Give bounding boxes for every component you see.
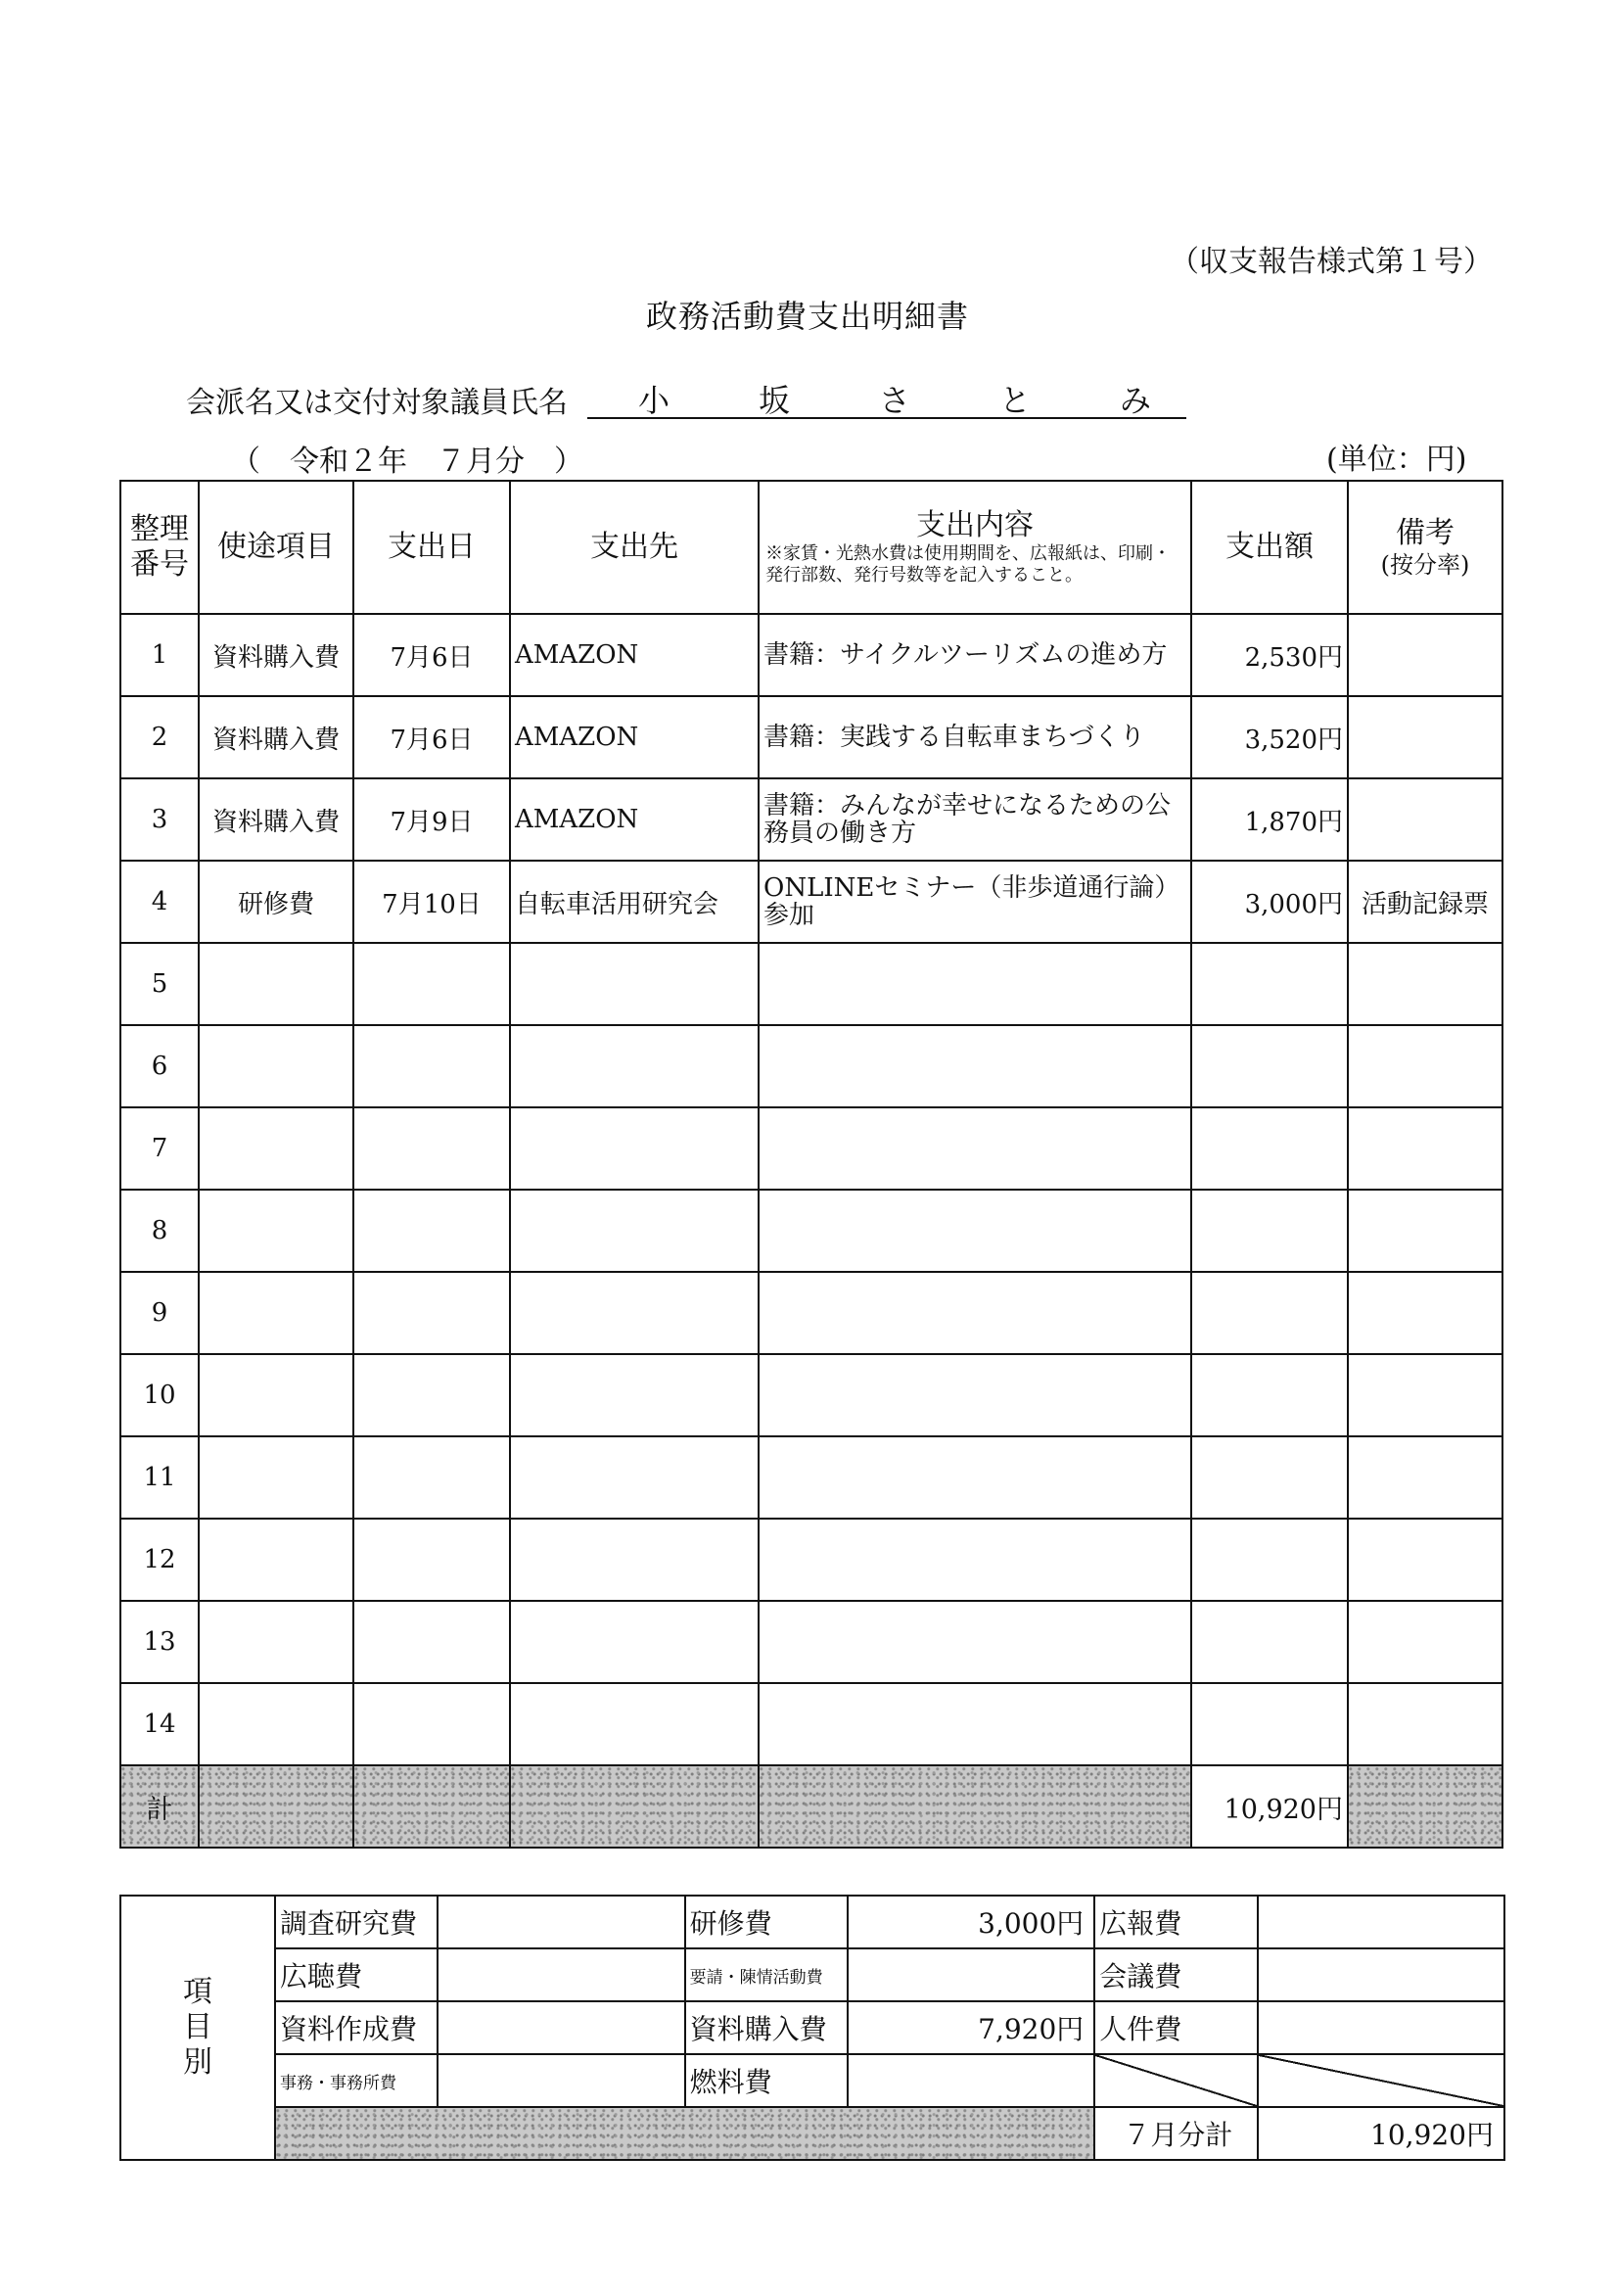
table-row bbox=[120, 1107, 1502, 1190]
row-number: 1 bbox=[120, 614, 199, 696]
row-content bbox=[759, 943, 1191, 1025]
row-content: 書籍：みんなが幸せになるための公務員の働き方 bbox=[759, 778, 1191, 861]
row-purpose: 資料購入費 bbox=[199, 778, 353, 861]
row-remarks bbox=[1348, 1519, 1502, 1601]
header-content-note: ※家賃・光熱水費は使用期間を、広報紙は、印刷・発行部数、発行号数等を記入すること。 bbox=[765, 543, 1171, 586]
category-value bbox=[438, 1896, 684, 1948]
row-amount bbox=[1191, 1107, 1348, 1190]
row-remarks bbox=[1348, 1025, 1502, 1107]
row-number: 5 bbox=[120, 943, 199, 1025]
row-amount bbox=[1191, 943, 1348, 1025]
category-summary-table bbox=[119, 1895, 1505, 2161]
side-label-char: 別 bbox=[183, 2045, 212, 2080]
header-row bbox=[120, 481, 1502, 614]
row-number: 6 bbox=[120, 1025, 199, 1107]
table-row bbox=[120, 1272, 1502, 1354]
row-payee bbox=[510, 1683, 759, 1765]
category-name: 資料購入費 bbox=[685, 2001, 848, 2054]
struck-cell bbox=[1094, 2054, 1257, 2107]
header-remarks bbox=[1348, 481, 1502, 614]
document-title: 政務活動費支出明細書 bbox=[646, 298, 970, 335]
row-number: 2 bbox=[120, 696, 199, 778]
row-amount: 2,530円 bbox=[1191, 614, 1348, 696]
name-char: み bbox=[1119, 382, 1155, 419]
row-remarks bbox=[1348, 1272, 1502, 1354]
row-purpose: 資料購入費 bbox=[199, 696, 353, 778]
category-value bbox=[1258, 2001, 1504, 2054]
category-value bbox=[848, 2054, 1094, 2107]
category-name: 燃料費 bbox=[685, 2054, 848, 2107]
total-blank-cell bbox=[199, 1765, 353, 1848]
row-content bbox=[759, 1519, 1191, 1601]
row-amount bbox=[1191, 1025, 1348, 1107]
row-number: 3 bbox=[120, 778, 199, 861]
name-char: さ bbox=[878, 382, 914, 419]
row-date: 7月6日 bbox=[353, 696, 510, 778]
table-row bbox=[120, 1519, 1502, 1601]
row-payee bbox=[510, 1519, 759, 1601]
row-date bbox=[353, 1601, 510, 1683]
row-purpose bbox=[199, 1272, 353, 1354]
form-number: （収支報告様式第１号） bbox=[1170, 245, 1493, 279]
row-content bbox=[759, 1354, 1191, 1436]
row-payee bbox=[510, 1354, 759, 1436]
total-blank-cell bbox=[510, 1765, 759, 1848]
row-number: 7 bbox=[120, 1107, 199, 1190]
header-purpose: 使途項目 bbox=[199, 481, 353, 614]
row-date bbox=[353, 1519, 510, 1601]
row-number: 14 bbox=[120, 1683, 199, 1765]
table-row bbox=[120, 696, 1502, 778]
total-row bbox=[120, 1765, 1502, 1848]
total-blank-cell bbox=[353, 1765, 510, 1848]
row-purpose bbox=[199, 1107, 353, 1190]
row-date: 7月9日 bbox=[353, 778, 510, 861]
row-date bbox=[353, 1025, 510, 1107]
row-amount bbox=[1191, 1354, 1348, 1436]
row-remarks bbox=[1348, 1601, 1502, 1683]
reporting-period: （ 令和２年 ７月分 ） bbox=[231, 445, 583, 479]
row-remarks: 活動記録票 bbox=[1348, 861, 1502, 943]
row-date bbox=[353, 1354, 510, 1436]
side-label-char: 項 bbox=[183, 1975, 212, 2009]
summary-total-row bbox=[120, 2107, 1504, 2160]
name-char: と bbox=[998, 382, 1035, 419]
table-row bbox=[120, 1354, 1502, 1436]
row-date bbox=[353, 1683, 510, 1765]
category-name: 資料作成費 bbox=[275, 2001, 438, 2054]
total-amount: 10,920円 bbox=[1191, 1765, 1348, 1848]
row-date bbox=[353, 1272, 510, 1354]
row-payee: AMAZON bbox=[510, 614, 759, 696]
header-no: 整理番号 bbox=[120, 481, 199, 614]
category-name: 広報費 bbox=[1094, 1896, 1257, 1948]
month-total-value: 10,920円 bbox=[1258, 2107, 1504, 2160]
expenditure-table bbox=[119, 480, 1503, 1849]
row-payee: AMAZON bbox=[510, 696, 759, 778]
total-blank-cell bbox=[759, 1765, 1191, 1848]
table-row bbox=[120, 1436, 1502, 1519]
row-number: 11 bbox=[120, 1436, 199, 1519]
row-purpose bbox=[199, 1601, 353, 1683]
row-amount bbox=[1191, 1683, 1348, 1765]
row-remarks bbox=[1348, 1683, 1502, 1765]
row-purpose bbox=[199, 1683, 353, 1765]
category-value bbox=[438, 1948, 684, 2001]
row-amount bbox=[1191, 1601, 1348, 1683]
category-value bbox=[1258, 1896, 1504, 1948]
row-date: 7月10日 bbox=[353, 861, 510, 943]
row-number: 8 bbox=[120, 1190, 199, 1272]
summary-row bbox=[120, 2001, 1504, 2054]
row-remarks bbox=[1348, 1436, 1502, 1519]
category-name: 事務・事務所費 bbox=[275, 2054, 438, 2107]
row-payee: AMAZON bbox=[510, 778, 759, 861]
row-remarks bbox=[1348, 1107, 1502, 1190]
row-content: ONLINEセミナー（非歩道通行論）参加 bbox=[759, 861, 1191, 943]
row-content: 書籍：実践する自転車まちづくり bbox=[759, 696, 1191, 778]
row-payee bbox=[510, 1436, 759, 1519]
month-total-label: ７月分計 bbox=[1094, 2107, 1257, 2160]
header-payee: 支出先 bbox=[510, 481, 759, 614]
row-amount bbox=[1191, 1436, 1348, 1519]
row-number: 10 bbox=[120, 1354, 199, 1436]
row-payee bbox=[510, 1601, 759, 1683]
row-number: 4 bbox=[120, 861, 199, 943]
row-purpose bbox=[199, 1519, 353, 1601]
row-number: 13 bbox=[120, 1601, 199, 1683]
row-amount bbox=[1191, 1190, 1348, 1272]
row-purpose bbox=[199, 943, 353, 1025]
row-payee bbox=[510, 943, 759, 1025]
row-amount: 3,000円 bbox=[1191, 861, 1348, 943]
category-value: 3,000円 bbox=[848, 1896, 1094, 1948]
row-remarks bbox=[1348, 943, 1502, 1025]
table-body bbox=[120, 614, 1502, 1765]
name-char: 小 bbox=[637, 382, 673, 419]
category-name: 広聴費 bbox=[275, 1948, 438, 2001]
header-content-title: 支出内容 bbox=[916, 508, 1034, 542]
header-date: 支出日 bbox=[353, 481, 510, 614]
total-label: 計 bbox=[120, 1765, 199, 1848]
summary-shaded-area bbox=[275, 2107, 1094, 2160]
category-value bbox=[438, 2001, 684, 2054]
row-content bbox=[759, 1683, 1191, 1765]
header-remarks-sub: (按分率) bbox=[1380, 551, 1470, 579]
summary-side-label bbox=[120, 1896, 275, 2160]
table-row bbox=[120, 614, 1502, 696]
row-purpose: 研修費 bbox=[199, 861, 353, 943]
row-content: 書籍：サイクルツーリズムの進め方 bbox=[759, 614, 1191, 696]
table-row bbox=[120, 1601, 1502, 1683]
row-remarks bbox=[1348, 778, 1502, 861]
table-row bbox=[120, 778, 1502, 861]
row-amount: 3,520円 bbox=[1191, 696, 1348, 778]
row-payee bbox=[510, 1272, 759, 1354]
row-remarks bbox=[1348, 614, 1502, 696]
row-remarks bbox=[1348, 1190, 1502, 1272]
row-amount bbox=[1191, 1519, 1348, 1601]
row-date bbox=[353, 1190, 510, 1272]
category-value: 7,920円 bbox=[848, 2001, 1094, 2054]
category-value bbox=[1258, 1948, 1504, 2001]
row-payee: 自転車活用研究会 bbox=[510, 861, 759, 943]
row-content bbox=[759, 1436, 1191, 1519]
row-content bbox=[759, 1272, 1191, 1354]
row-payee bbox=[510, 1025, 759, 1107]
row-purpose bbox=[199, 1190, 353, 1272]
row-content bbox=[759, 1190, 1191, 1272]
table-row bbox=[120, 861, 1502, 943]
total-blank-cell bbox=[1348, 1765, 1502, 1848]
member-name bbox=[607, 376, 1186, 421]
row-date bbox=[353, 1107, 510, 1190]
category-name: 調査研究費 bbox=[275, 1896, 438, 1948]
row-amount bbox=[1191, 1272, 1348, 1354]
category-value bbox=[848, 1948, 1094, 2001]
summary-row bbox=[120, 1948, 1504, 2001]
header-amount: 支出額 bbox=[1191, 481, 1348, 614]
table-row bbox=[120, 1025, 1502, 1107]
row-content bbox=[759, 1107, 1191, 1190]
row-date: 7月6日 bbox=[353, 614, 510, 696]
name-label: 会派名又は交付対象議員氏名 bbox=[186, 386, 568, 420]
summary-row bbox=[120, 1896, 1504, 1948]
row-content bbox=[759, 1601, 1191, 1683]
row-number: 9 bbox=[120, 1272, 199, 1354]
row-payee bbox=[510, 1107, 759, 1190]
table-row bbox=[120, 1683, 1502, 1765]
side-label-char: 目 bbox=[183, 2010, 212, 2044]
row-purpose bbox=[199, 1025, 353, 1107]
category-name: 要請・陳情活動費 bbox=[685, 1948, 848, 2001]
row-purpose bbox=[199, 1436, 353, 1519]
row-payee bbox=[510, 1190, 759, 1272]
row-purpose bbox=[199, 1354, 353, 1436]
category-name: 研修費 bbox=[685, 1896, 848, 1948]
category-name: 会議費 bbox=[1094, 1948, 1257, 2001]
row-date bbox=[353, 943, 510, 1025]
header-content bbox=[759, 481, 1191, 614]
row-remarks bbox=[1348, 696, 1502, 778]
category-name: 人件費 bbox=[1094, 2001, 1257, 2054]
struck-cell bbox=[1258, 2054, 1504, 2107]
name-char: 坂 bbox=[758, 382, 794, 419]
row-date bbox=[353, 1436, 510, 1519]
unit-note: (単位：円) bbox=[1326, 443, 1467, 477]
row-amount: 1,870円 bbox=[1191, 778, 1348, 861]
summary-row bbox=[120, 2054, 1504, 2107]
header-remarks-title: 備考 bbox=[1396, 516, 1455, 550]
table-row bbox=[120, 1190, 1502, 1272]
table-row bbox=[120, 943, 1502, 1025]
row-number: 12 bbox=[120, 1519, 199, 1601]
row-content bbox=[759, 1025, 1191, 1107]
category-value bbox=[438, 2054, 684, 2107]
row-remarks bbox=[1348, 1354, 1502, 1436]
row-purpose: 資料購入費 bbox=[199, 614, 353, 696]
